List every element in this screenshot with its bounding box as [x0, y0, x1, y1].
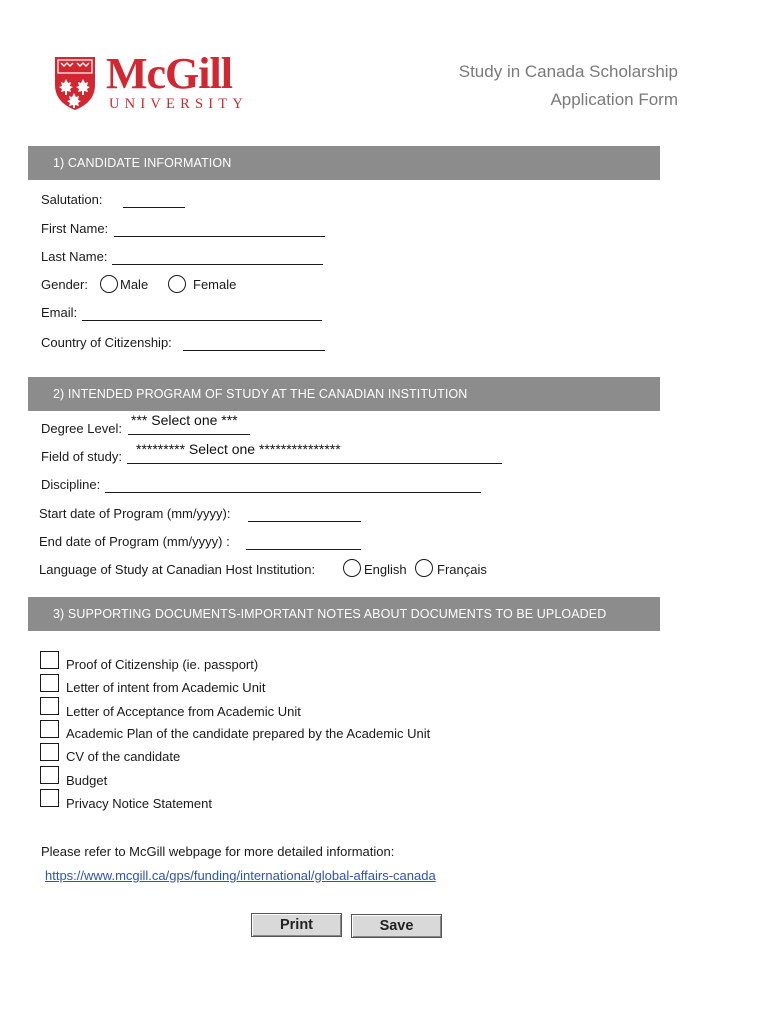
form-title-line2: Application Form — [550, 90, 678, 109]
discipline-label: Discipline: — [41, 477, 101, 492]
last-name-field[interactable] — [112, 250, 323, 265]
discipline-field[interactable] — [105, 478, 481, 493]
section3-header: 3) SUPPORTING DOCUMENTS-IMPORTANT NOTES ABOUT DOCUMENTS TO BE UPLOADED — [28, 597, 660, 631]
gender-female-radio[interactable] — [168, 275, 186, 293]
language-label: Language of Study at Canadian Host Institution: — [39, 562, 316, 577]
degree-underline — [128, 434, 250, 435]
doc-checkbox-2[interactable] — [40, 674, 59, 692]
doc-checkbox-1[interactable] — [40, 651, 59, 669]
gender-male-label: Male — [120, 277, 149, 292]
doc-label-4: Academic Plan of the candidate prepared by the Academic Unit — [66, 726, 431, 741]
section1-header: 1) CANDIDATE INFORMATION — [28, 146, 660, 180]
doc-label-2: Letter of intent from Academic Unit — [66, 680, 266, 695]
start-date-field[interactable] — [248, 507, 361, 522]
gender-label: Gender: — [41, 277, 88, 292]
degree-label: Degree Level: — [41, 421, 122, 436]
gender-female-label: Female — [193, 277, 237, 292]
first-name-field[interactable] — [114, 222, 325, 237]
doc-label-6: Budget — [66, 773, 108, 788]
doc-checkbox-5[interactable] — [40, 743, 59, 761]
form-title-line1: Study in Canada Scholarship — [458, 62, 678, 81]
lang-english-radio[interactable] — [343, 559, 361, 577]
gender-male-radio[interactable] — [100, 275, 118, 293]
doc-checkbox-7[interactable] — [40, 789, 59, 807]
country-label: Country of Citizenship: — [41, 335, 172, 350]
logo-subtitle: UNIVERSITY — [109, 96, 248, 112]
field-of-study-underline — [127, 463, 502, 464]
email-label: Email: — [41, 305, 78, 320]
field-of-study-select[interactable]: ********* Select one *************** — [136, 441, 341, 457]
last-name-label: Last Name: — [41, 249, 108, 264]
reference-note: Please refer to McGill webpage for more detailed information: — [41, 844, 395, 859]
country-field[interactable] — [183, 336, 325, 351]
end-date-label: End date of Program (mm/yyyy) : — [39, 534, 230, 549]
doc-checkbox-4[interactable] — [40, 720, 59, 738]
reference-link[interactable]: https://www.mcgill.ca/gps/funding/international/global-affairs-canada — [45, 868, 436, 883]
crest-icon — [52, 55, 98, 111]
salutation-label: Salutation: — [41, 192, 103, 207]
doc-checkbox-6[interactable] — [40, 766, 59, 784]
doc-label-5: CV of the candidate — [66, 749, 181, 764]
doc-checkbox-3[interactable] — [40, 697, 59, 715]
print-button[interactable]: Print — [251, 913, 342, 937]
first-name-label: First Name: — [41, 221, 109, 236]
doc-label-1: Proof of Citizenship (ie. passport) — [66, 657, 259, 672]
section2-header: 2) INTENDED PROGRAM OF STUDY AT THE CANADIAN INSTITUTION — [28, 377, 660, 411]
doc-label-3: Letter of Acceptance from Academic Unit — [66, 704, 301, 719]
end-date-field[interactable] — [246, 535, 361, 550]
field-of-study-label: Field of study: — [41, 449, 122, 464]
start-date-label: Start date of Program (mm/yyyy): — [39, 506, 231, 521]
lang-french-label: Français — [437, 562, 487, 577]
degree-select[interactable]: *** Select one *** — [131, 412, 245, 430]
doc-label-7: Privacy Notice Statement — [66, 796, 212, 811]
lang-english-label: English — [364, 562, 407, 577]
salutation-field[interactable] — [123, 193, 185, 208]
logo-name: McGill — [106, 49, 232, 98]
save-button[interactable]: Save — [351, 914, 442, 938]
email-field[interactable] — [82, 306, 322, 321]
lang-french-radio[interactable] — [415, 559, 433, 577]
